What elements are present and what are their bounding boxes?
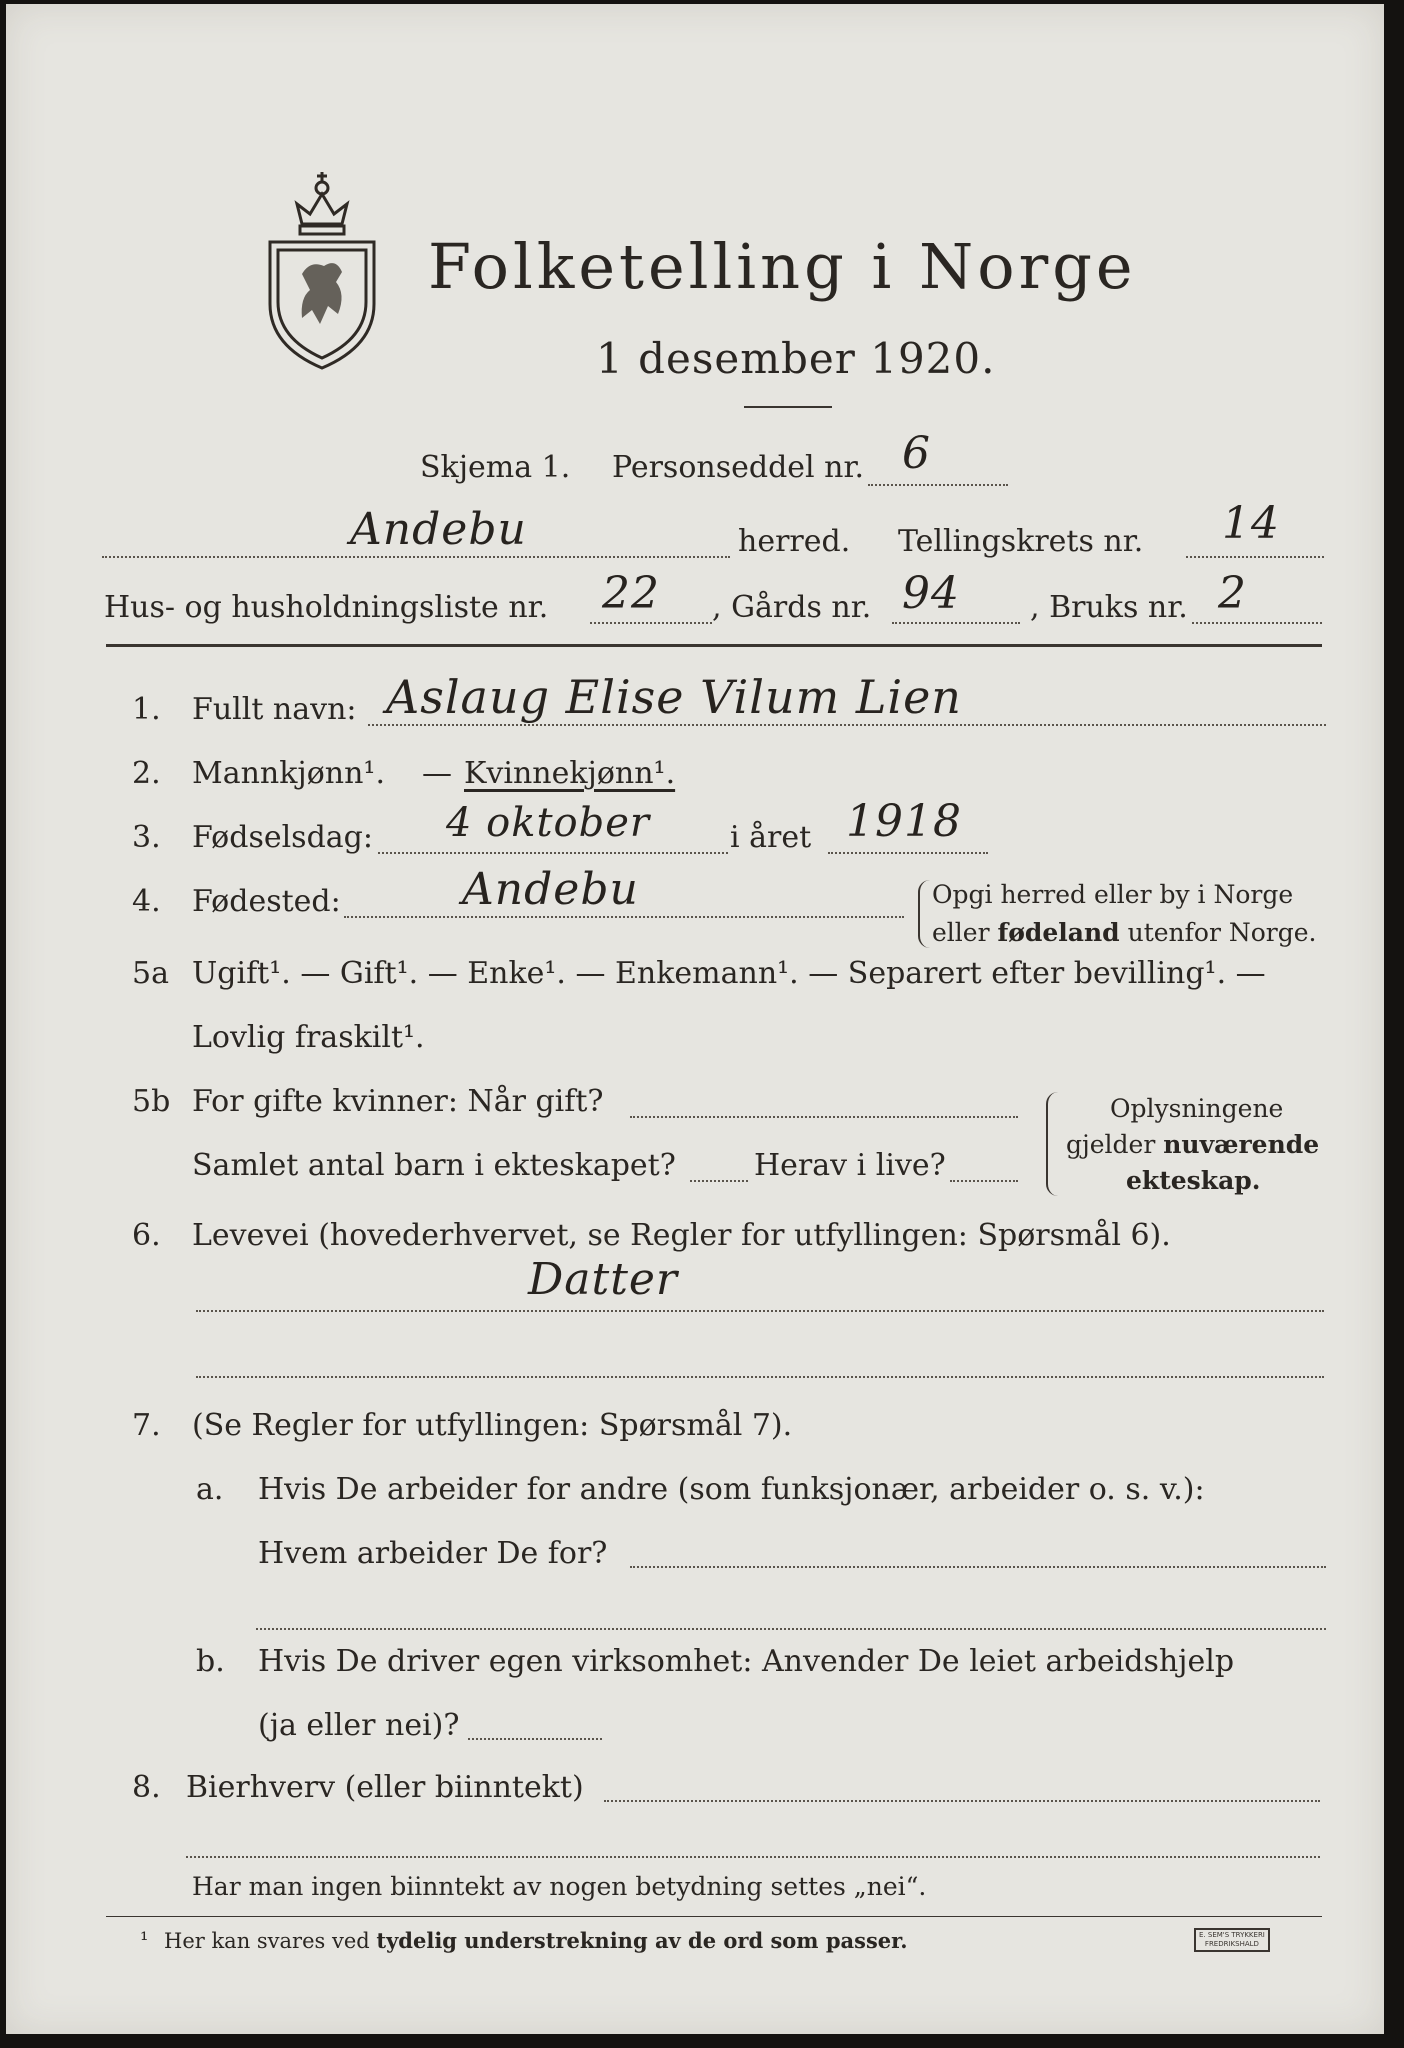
tellingskrets-line xyxy=(1186,556,1324,558)
q1-line xyxy=(368,724,1326,726)
q3-line xyxy=(378,852,728,854)
q6-number: 6. xyxy=(132,1218,161,1253)
q5b-note-3: ekteskap. xyxy=(1126,1166,1261,1195)
q7b-line2: (ja eller nei)? xyxy=(258,1708,460,1743)
q1-number: 1. xyxy=(132,692,161,727)
q5b-children-line xyxy=(690,1180,748,1182)
q5b-number: 5b xyxy=(132,1084,171,1119)
q3-year-label: i året xyxy=(730,820,812,855)
q2-separator: — xyxy=(422,756,452,791)
personseddel-value: 6 xyxy=(902,428,931,479)
tellingskrets-value: 14 xyxy=(1222,498,1280,549)
q3-year-value: 1918 xyxy=(846,796,962,847)
q7a-line2: Hvem arbeider De for? xyxy=(258,1536,608,1571)
form-date: 1 desember 1920. xyxy=(596,334,996,383)
q5b-alive-line xyxy=(950,1180,1018,1182)
gards-line xyxy=(892,622,1020,624)
printer-stamp-line-2: FREDRIKSHALD xyxy=(1204,1940,1259,1948)
q8-line-1 xyxy=(604,1800,1320,1802)
q6-line-1 xyxy=(196,1310,1324,1312)
q4-note-2a: eller xyxy=(932,918,998,947)
footer-note: Har man ingen biinntekt av nogen betydning settes „nei“. xyxy=(192,1872,927,1901)
q4-brace xyxy=(918,880,930,948)
q5b-note-2b: nuværende xyxy=(1163,1130,1320,1159)
personseddel-line xyxy=(868,484,1008,486)
herred-line xyxy=(102,556,730,558)
q5b-brace xyxy=(1046,1092,1058,1196)
q7a-line-2 xyxy=(256,1628,1326,1630)
bruks-label: , Bruks nr. xyxy=(1030,590,1188,625)
footnote-text-b: tydelig understrekning av de ord som passer. xyxy=(376,1928,908,1953)
q5a-line2: Lovlig fraskilt¹. xyxy=(192,1020,425,1055)
coat-of-arms-icon xyxy=(262,164,382,374)
q4-note-2c: utenfor Norge. xyxy=(1119,918,1317,947)
form-title: Folketelling i Norge xyxy=(428,230,1137,303)
q8-label: Bierhverv (eller biinntekt) xyxy=(186,1770,584,1805)
q8-number: 8. xyxy=(132,1770,161,1805)
q2-female: Kvinnekjønn¹. xyxy=(464,756,676,791)
q4-value: Andebu xyxy=(462,864,639,915)
q4-note-2b: fødeland xyxy=(997,918,1120,947)
title-rule xyxy=(744,406,832,408)
q3-year-line xyxy=(828,852,988,854)
printer-stamp-line-1: E. SEM'S TRYKKERI xyxy=(1199,1931,1265,1939)
tellingskrets-label: Tellingskrets nr. xyxy=(898,524,1144,559)
q5b-line2b: Herav i live? xyxy=(754,1148,946,1183)
gards-value: 94 xyxy=(902,568,960,619)
q4-label: Fødested: xyxy=(192,884,341,919)
q4-number: 4. xyxy=(132,884,161,919)
bruks-value: 2 xyxy=(1218,568,1247,619)
q5a-line1: Ugift¹. — Gift¹. — Enke¹. — Enkemann¹. — Separert efter bevilling¹. — xyxy=(192,956,1266,991)
q7a-line1: Hvis De arbeider for andre (som funksjonær, arbeider o. s. v.): xyxy=(258,1472,1205,1507)
q7a-line-1 xyxy=(630,1566,1326,1568)
q7b-line xyxy=(468,1738,602,1740)
printer-stamp xyxy=(1194,1928,1270,1952)
q5a-number: 5a xyxy=(132,956,169,991)
q7-number: 7. xyxy=(132,1408,161,1443)
q5b-note-1: Oplysningene xyxy=(1110,1094,1284,1123)
husliste-label: Hus- og husholdningsliste nr. xyxy=(104,590,549,625)
q5b-married-line xyxy=(630,1116,1018,1118)
q8-line-2 xyxy=(186,1856,1320,1858)
q6-line-2 xyxy=(196,1376,1324,1378)
header-divider xyxy=(106,644,1322,647)
q7b-line1: Hvis De driver egen virksomhet: Anvender De leiet arbeidshjelp xyxy=(258,1644,1235,1679)
q5b-line2a: Samlet antal barn i ekteskapet? xyxy=(192,1148,676,1183)
skjema-label: Skjema 1. xyxy=(420,450,571,485)
personseddel-label: Personseddel nr. xyxy=(612,450,865,485)
q6-label: Levevei (hovederhvervet, se Regler for utfyllingen: Spørsmål 6). xyxy=(192,1218,1171,1253)
herred-value: Andebu xyxy=(350,504,527,555)
q2-number: 2. xyxy=(132,756,161,791)
q1-value: Aslaug Elise Vilum Lien xyxy=(386,670,962,724)
gards-label: , Gårds nr. xyxy=(712,590,872,625)
q7b-letter: b. xyxy=(196,1644,225,1679)
footer-rule xyxy=(106,1916,1322,1917)
bruks-line xyxy=(1192,622,1322,624)
q1-label: Fullt navn: xyxy=(192,692,357,727)
q7a-letter: a. xyxy=(196,1472,224,1507)
husliste-value: 22 xyxy=(602,568,660,619)
q3-label: Fødselsdag: xyxy=(192,820,373,855)
footnote-number: ¹ xyxy=(140,1928,149,1952)
q3-value: 4 oktober xyxy=(446,800,651,846)
herred-label: herred. xyxy=(738,524,851,559)
q6-value: Datter xyxy=(528,1254,678,1305)
q2-male: Mannkjønn¹. xyxy=(192,756,385,791)
q3-number: 3. xyxy=(132,820,161,855)
q4-line xyxy=(344,916,904,918)
husliste-line xyxy=(590,622,712,624)
census-form xyxy=(6,4,1384,2034)
footnote-text-a: Her kan svares ved xyxy=(164,1929,377,1953)
q5b-note-2a: gjelder xyxy=(1066,1130,1164,1159)
q7-label: (Se Regler for utfyllingen: Spørsmål 7). xyxy=(192,1408,793,1443)
q4-note-1: Opgi herred eller by i Norge xyxy=(932,880,1294,909)
q5b-line1: For gifte kvinner: Når gift? xyxy=(192,1084,604,1119)
